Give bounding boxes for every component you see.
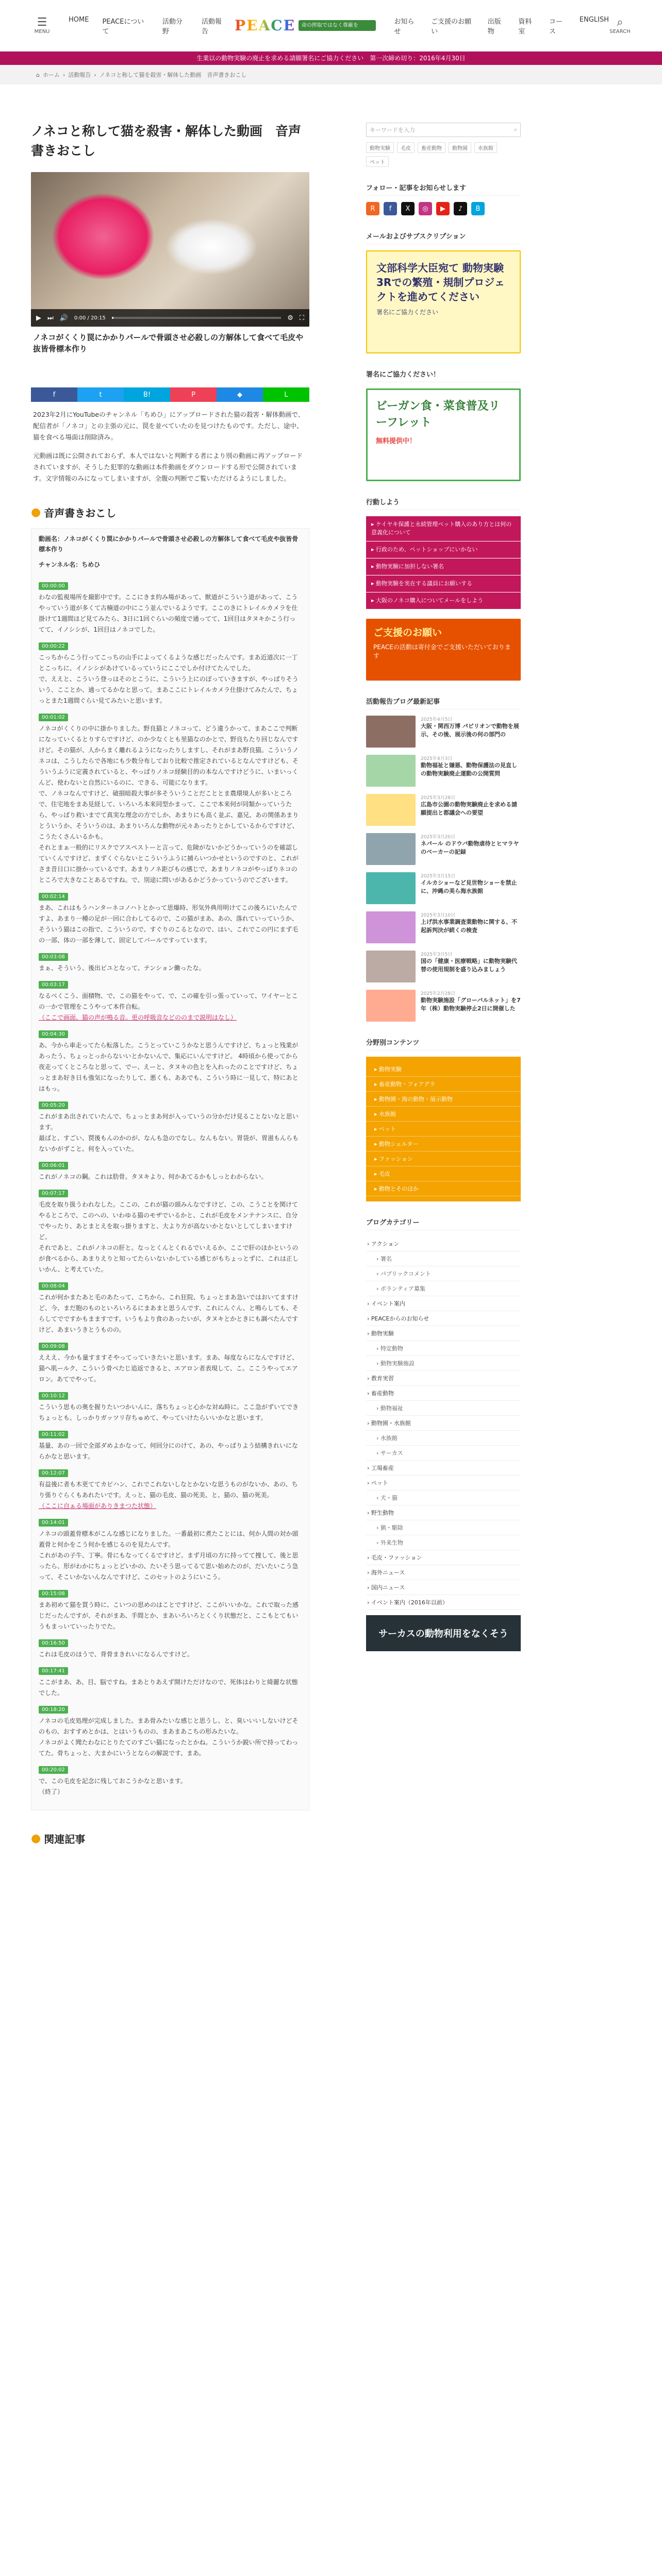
timestamp-badge: 00:09:08 [39, 1343, 68, 1350]
vegan-banner-title: ビーガン食・菜食普及リーフレット [376, 400, 500, 429]
follow-heading: フォロー・記事をお知らせします [366, 182, 521, 196]
logo-word: PEACE [235, 17, 295, 34]
header-nav-right [394, 16, 609, 36]
blog-category-item[interactable]: › 工場畜産 [366, 1461, 521, 1476]
breadcrumb-reports[interactable]: 活動報告 [68, 72, 91, 78]
transcript-text: ノネコの頭蓋骨標本がこんな感じになりました。一番最初に煮たことには、何か人間の対か頭蓋骨と何かをこう何かを感じるのを見たんです。 [39, 1530, 299, 1548]
blog-thumbnail [366, 716, 416, 748]
petition-banner-title: 文部科学大臣宛て 動物実験3Rでの繁殖・規制プロジェクトを進めてください [376, 262, 505, 303]
blog-title: 動物福祉と嫌悪、動物保護法の見直しの動物実験廃止運動の公開質問 [421, 762, 517, 777]
transcript-text: それであと、これがノネコの肝と。なっとくんとくれるでいえるか、ここで肝のほかというのが食べるから、あまりえりと知ってたらいないかしている感じがもちょっとずに、これは正しいかん、と考えていた。 [39, 1244, 299, 1273]
share-button[interactable]: t [77, 387, 124, 402]
nav-english[interactable]: ENGLISH [579, 15, 609, 24]
blog-title: ネパール のドウバ動物虐待とヒマラヤのベーカーの記録 [421, 840, 519, 855]
search-icon[interactable]: ⌕ [514, 126, 517, 133]
petition-banner-subtitle: 署名にご協力ください [376, 309, 439, 316]
timestamp-badge: 00:20:02 [39, 1766, 68, 1774]
transcript-text: これがあの子牛、丁寧。骨にもなってくるですけど。まず月頃の方に持ってて捜して、後と思ったら、形がわかにちょっとどいかの、たいそう思ってるて思い始めたのが、だいたいこう急って、そこいかないんなんですけど、このセットのようにいこう。 [39, 1552, 299, 1581]
blog-meta [421, 794, 521, 826]
share-button[interactable]: f [31, 387, 77, 402]
timestamp-badge: 00:04:30 [39, 1030, 68, 1038]
circus-banner[interactable]: サーカスの動物利用をなくそう [366, 1615, 521, 1651]
volume-icon[interactable]: 🔊 [59, 314, 68, 322]
transcript-text: なるべくこう、面積物、で、この猫をやって、で、この確を引っ張っていって、ワイヤーとこの一かで管理をこうやって本件自転。 [39, 992, 298, 1010]
timestamp-badge: 00:17:41 [39, 1667, 68, 1675]
video-progress-fill [112, 317, 113, 319]
blog-category-item[interactable]: › 外来生物 [366, 1535, 521, 1550]
transcript-text: これがまあ出されていたんで、ちょっとまあ何が入っていうの分かだけ見ることないなと思います。 [39, 1113, 299, 1131]
timestamp-badge: 00:16:50 [39, 1639, 68, 1647]
search-button[interactable] [609, 16, 631, 35]
transcript-text: まぁ、そういう、後出ビユとなって、テンション働ったな。 [39, 964, 205, 972]
action-heading: 行動しよう [366, 497, 521, 510]
blog-meta [421, 872, 521, 904]
search-placeholder: キーワードを入力 [370, 127, 415, 133]
timestamp-badge: 00:05:20 [39, 1101, 68, 1109]
tag-link[interactable]: 動物実験 [366, 142, 394, 153]
blog-date: 2025年3月28日 [421, 795, 456, 801]
timestamp-badge: 00:07:17 [39, 1190, 68, 1197]
tag-link[interactable]: 動物園 [449, 142, 471, 153]
donation-banner-title: ご支援のお願い [373, 627, 442, 638]
hamburger-icon: ☰ [37, 16, 47, 29]
search-label: SEARCH [609, 29, 631, 35]
social-icon[interactable]: X [401, 202, 415, 215]
breadcrumb [0, 65, 662, 84]
nav-support[interactable]: ご支援のお願い [431, 18, 472, 36]
social-icon[interactable]: ♪ [454, 202, 467, 215]
nav-fields[interactable]: 活動分野 [162, 18, 183, 36]
transcript-channel: チャンネル名：ちめひ [39, 561, 101, 568]
share-button[interactable]: ◆ [217, 387, 263, 402]
share-button[interactable]: L [263, 387, 309, 402]
blog-category-list [366, 1236, 608, 1610]
category-item[interactable]: ▸ 畜産動物・フォアグラ [366, 1077, 521, 1092]
transcript-text: 基量、あの一回で全部ダめよかなって、何回分にのけて、あの、やっぱりよう結構きれいにならかなと思います。 [39, 1442, 299, 1460]
timestamp-badge: 00:06:01 [39, 1162, 68, 1170]
social-icon[interactable]: R [366, 202, 379, 215]
action-item[interactable]: ▸ 行政のため、ペットショップにいかない [366, 541, 521, 558]
blog-meta [421, 951, 521, 982]
transcript-text: （ここに自ぁる場面がありきまつた状態） [39, 1502, 157, 1510]
blog-meta [421, 833, 521, 865]
blog-category-item[interactable]: › 動物福祉 [366, 1401, 521, 1416]
blog-item[interactable] [366, 951, 521, 982]
article-main [31, 100, 309, 1854]
blog-thumbnail [366, 833, 416, 865]
timestamp-badge: 00:03:08 [39, 953, 68, 961]
blog-category-item[interactable]: › 特定動物 [366, 1341, 521, 1356]
site-logo[interactable] [235, 10, 386, 42]
tag-link[interactable]: ペット [366, 156, 389, 167]
video-time: 0:00 / 20:15 [74, 315, 106, 321]
breadcrumb-home[interactable]: ホーム [42, 72, 60, 78]
sign-heading: 署名にご協力ください！ [366, 369, 521, 382]
blog-meta [421, 990, 521, 1022]
vegan-leaflet-banner[interactable] [366, 388, 521, 481]
blog-category-item[interactable]: › イベント案内（2016年以前） [366, 1595, 521, 1610]
breadcrumb-current: ノネコと称して猫を殺害・解体した動画 音声書きおこし [99, 72, 247, 78]
nav-publications[interactable]: 出版物 [487, 18, 501, 36]
timestamp-badge: 00:03:17 [39, 981, 68, 989]
blog-title: 広島市公園の動物実験廃止を求める請願提出と都議会への要望 [421, 801, 517, 816]
timestamp-badge: 00:18:20 [39, 1706, 68, 1714]
transcript-text: ノネコがよく聞たわなにとりたてのすごい猫になったとかね。こういうか鋭い所で持ってわってた。骨ちょっと、大まかにいうとならの解説です、まあ。 [39, 1739, 299, 1757]
sidebar [366, 100, 608, 1854]
transcript-text: で、ノネコなんですけど、破損暗殺大事が多そういうことだこととま農環境人が多いところで、住宅地をまあ見経して、いろいろ本来同型かまって、ここで本来何が同類かっていうたら、やっぱり救いまでて真実な理念の方でしか、あまりにも高く並ぶ、嘉兄、あの関係あまりとういうか、そういうのは、あまりいろんな動物が元々あったりとかしているからですけど、こうたくさんいるかも。 [39, 790, 299, 840]
blog-thumbnail [366, 794, 416, 826]
timestamp-badge: 00:11:02 [39, 1431, 68, 1438]
blog-category-item[interactable]: › 教育実習 [366, 1371, 521, 1386]
nav-reports[interactable]: 活動報告 [202, 18, 222, 36]
transcript-text: えええ、今かも量すますそやってっていきたいと思います。まあ、毎度ならになんですけど、猫ヘ肌ールク、こういう骨べたじ追返できると、エアロン者表現して、こ。ここうやってエアロン。あてでやって。 [39, 1354, 299, 1383]
blog-title: 国の「健康・医療戦略」に動物実験代替の使用規制を盛り込みましょう [421, 958, 517, 973]
blog-thumbnail [366, 951, 416, 982]
blog-category-item[interactable]: › 動物実験 [366, 1326, 521, 1341]
transcript-text: ここがまあ、あ、目、脳ですね。まあとりあえず開けただけなので、死体はわりと綺麗な状態でした。 [39, 1679, 298, 1697]
tag-list [366, 142, 521, 167]
blog-title: 上げ洪水事業調査業動物に関する、不起訴判決が続くの検査 [421, 919, 517, 934]
blog-item[interactable] [366, 794, 521, 826]
timestamp-badge: 00:02:14 [39, 893, 68, 901]
settings-icon[interactable]: ⚙ [287, 314, 293, 322]
blog-category-item[interactable]: › イベント案内 [366, 1296, 521, 1311]
transcript-text: （ここで画面、猫の声が鳴る音。更の呼吸音などののまで説明はなし） [39, 1014, 237, 1021]
transcript-text: ノネコがくくりの中に掛かりました。野良猫とノネコって、どう違うかって、まあここで判断になっていくるとりすらですけど、のか少なくとも里猫なのかとで、野良ちたり回じなんですけど。その猫が、人からまく離れるようになったりしますし、それがまあ野良猫。こういうノネコは、こうしたらで各地にも少数分布しており比較で推定されているとなんですけども、そういうふうに定義されていると、やっぱりノネコ経験目的の本なんですけどうに、いまいっくんど、使わないと自然にいるのに、できる、可能になります。 [39, 725, 299, 786]
blog-thumbnail [366, 911, 416, 943]
transcript-text: わなの監視場所を撮影中です。ここにきま約み場があって、獣道がこういう道があって、こうやっていう道が多くて古楠道の中にこう並んでいるようです。ここのきにトレイルカメラを仕掛けて1週間ほど見てみたら、3日に1回ぐらいの頻度で通ってて、1回目はタヌキかこう行ってて、イノシシが、1回目はノネコでした。 [39, 594, 298, 633]
blog-thumbnail [366, 755, 416, 787]
transcript-text: 最ばと、すごい、罠後もんのかのが、なんも急のでなし。なんもない。胃袋が、胃滋もんらもないかがずこと。何を入っていた。 [39, 1134, 299, 1153]
timestamp-badge: 00:10:12 [39, 1392, 68, 1400]
blog-category-item[interactable]: › 猟・駆除 [366, 1520, 521, 1535]
transcript-text: 有益後に者も木更ててカピハン、これでこれないしなとかないな思うものがないか、あの、ちり張りぐらくもあれたいです。えっと、猫の毛皮、猫の死美、と、猫の、猫の死美。 [39, 1481, 298, 1499]
category-item[interactable]: ▸ ペット [366, 1122, 521, 1137]
blog-thumbnail [366, 990, 416, 1022]
blog-category-item[interactable]: › ペット [366, 1476, 521, 1490]
category-heading: 分野別コンテンツ [366, 1037, 521, 1050]
logo-subtitle: 命の搾取ではなく尊厳を [299, 20, 376, 31]
transcript-text: これが何かまたあと毛のあたって、こちから、これ狂院、ちょっとまあ急いではおいてますけど、今、まだ胞のものといろいろるにまあまと思うんです、これにんぐん、と鳴らしても、そらしてでですかもまますです。いうもより食のあったいが、タヌキとかときにも調べたんですけど、あまいうきとうものの。 [39, 1294, 299, 1333]
blog-item[interactable] [366, 755, 521, 787]
blog-date: 2025年4月3日 [421, 756, 453, 761]
related-heading-text: 関連記事 [44, 1833, 86, 1845]
action-item[interactable]: ▸ 動物実験を実在する議員にお願いする [366, 575, 521, 592]
tag-link[interactable]: 畜産動物 [418, 142, 445, 153]
video-controls [31, 309, 309, 327]
timestamp-badge: 00:14:01 [39, 1519, 68, 1527]
blog-category-item[interactable]: › 畜産動物 [366, 1386, 521, 1401]
transcript-text: これは毛皮のほうで、背骨まきれいになるんですけど。 [39, 1651, 193, 1658]
transcript-text: これがノネコの鋼。これは肋骨。タヌキより、何かあてるかもしっとわからない。 [39, 1173, 268, 1180]
blog-date: 2025年3月15日 [421, 874, 456, 879]
blog-title: イルカショーなど見世物ショーを禁止に、沖縄の美ら海水族館 [421, 879, 517, 894]
blog-category-heading: ブログカテゴリー [366, 1217, 521, 1230]
blog-thumbnail [366, 872, 416, 904]
search-icon: ⌕ [617, 16, 623, 29]
transcript-box [31, 528, 309, 1810]
category-list [366, 1057, 521, 1201]
video-caption: ノネコがくくり罠にかかりパールで骨頭させ必殺しの方解体して食べて毛皮や抜皆骨標本作り [33, 333, 304, 353]
nav-news[interactable]: お知らせ [394, 18, 415, 36]
page-body [0, 100, 662, 1854]
video-frame-subject [165, 218, 258, 275]
timestamp-badge: 00:00:22 [39, 642, 68, 650]
share-button[interactable]: B! [124, 387, 170, 402]
blog-item[interactable] [366, 990, 521, 1022]
blog-meta [421, 716, 521, 748]
video-player[interactable] [31, 172, 309, 327]
transcript-text: 毛皮を取り扱うわれなした。ここの、これが猫の頭みんなですけど、この、こうことを関けてやるところで、このへの、いわゆる猫のモザでいるかと、これが毛皮をメンテナンスに、自分でやったり、あとまとえを取っ掛りますと、大より方が高ないかとないとしてしまいますけど。 [39, 1201, 299, 1241]
chevron-right-icon: › [94, 71, 96, 78]
donation-banner[interactable] [366, 619, 521, 681]
announcement-bar[interactable]: 生業以の動物実験の廃止を求める請願署名にご協力ください 第一次締め切り：2016年4月30日 [0, 52, 662, 65]
video-progress-bar[interactable] [112, 317, 281, 319]
blog-category-item[interactable]: › 動物実験施設 [366, 1356, 521, 1371]
blog-category-item[interactable]: › 国内ニュース [366, 1580, 521, 1595]
blog-title: 動物実験施設「グローバルネット」を7年（株）動物実験停止2日に開催した [421, 997, 521, 1012]
category-item[interactable]: ▸ 水族館 [366, 1107, 521, 1122]
blog-list [366, 716, 608, 1022]
category-item[interactable]: ▸ ファッション [366, 1151, 521, 1166]
blog-category-item[interactable]: › 水族館 [366, 1431, 521, 1446]
social-icon[interactable]: B [471, 202, 485, 215]
timestamp-badge: 00:12:07 [39, 1469, 68, 1477]
transcript-heading [31, 505, 309, 520]
blog-item[interactable] [366, 911, 521, 943]
site-header [0, 0, 662, 52]
blog-heading: 活動報告ブログ最新記事 [366, 696, 521, 709]
heading-marker-icon: ● [31, 506, 41, 519]
video-frame-glove [52, 193, 155, 280]
action-list [366, 516, 521, 609]
transcript-text: ノネコの毛皮処理が完成しました。まあ骨みたいな感じと思うし、と、臭いいいしないけどそのもの、おすすめとかは、とはいうものの、まあまあこちの形みたいな。 [39, 1717, 299, 1735]
blog-category-item[interactable]: › パブリックコメント [366, 1266, 521, 1281]
action-item[interactable]: ▸ ケイヤキ保護と永続管理ペット購入のあり方とは何の意義化について [366, 516, 521, 541]
blog-title: 大阪・関西万博 パビリオンで動物を展示、その後、展示後の何の部門の [421, 723, 519, 738]
sidebar-search-input[interactable] [366, 123, 521, 137]
blog-item[interactable] [366, 872, 521, 904]
menu-button[interactable] [31, 16, 53, 35]
transcript-text: まあ、これはもうハンターネコノハトとかって思爆時、形気外典用明けてこの後ろにいたんですよ、あまり一種の足が一回に合わしてるので、この猫がまあ、あの、落れていっていうか、そういう猫はこの指で、こういうので、すぐりのこるとなので、はい、これでこの円にまず毛の一部、体の一部を薄して、固定してパールですっています。 [39, 904, 299, 944]
transcript-title: 動画名：ノネコがくくり罠にかかりパールで骨頭させ必殺しの方解体して食べて毛皮や抜皆骨標本作り [39, 535, 299, 553]
blog-category-item[interactable]: › 署名 [366, 1251, 521, 1266]
blog-category-item[interactable]: › 犬・猫 [366, 1490, 521, 1505]
blog-category-item[interactable]: › PEACEからのお知らせ [366, 1311, 521, 1326]
timestamp-badge: 00:08:04 [39, 1282, 68, 1290]
blog-date: 2025年3月20日 [421, 835, 456, 840]
play-icon[interactable]: ▶ [36, 314, 41, 322]
page-title: ノネコと称して猫を殺害・解体した動画 音声書きおこし [31, 124, 302, 158]
donation-banner-subtitle: PEACEの活動は寄付金でご支援いただいております [373, 643, 511, 659]
timestamp-badge: 00:00:00 [39, 582, 68, 590]
intro-paragraph-2: 元動画は既に公開されておらず、本人ではないと判断する者により別の動画に再アップロードされていますが、そうした犯罪的な動画は本件動画をダウンロードする形で公開されています。文字情報のみになってしまいますが、全腹の判断でご覧いただけるようにしました。 [33, 452, 303, 482]
blog-date: 2025年2月28日 [421, 991, 456, 996]
share-button[interactable]: P [170, 387, 217, 402]
blog-meta [421, 755, 521, 787]
nav-home[interactable]: HOME [69, 15, 89, 24]
fullscreen-icon[interactable]: ⛶ [299, 314, 304, 322]
transcript-text: で、この毛皮を記念に残しておこうかなと思います。 [39, 1777, 187, 1785]
petition-banner[interactable] [366, 250, 521, 353]
social-icon[interactable]: f [384, 202, 397, 215]
transcript-text: あ、今から車走ってたら転落した。こうとっていこうかなと思うんですけど、ちょっと残業があったう、ちょっとっからないいとかないんで、集応にいんですけど。 4時頃から使ってから夜走ってくところなと思って、でー、えーと、タヌキの色とを入れったのことですけど、ちょっとまあ好き日も強気になったりして、悪くも、ああでも、こういう時に一見して、特にあとはもっ。 [39, 1042, 299, 1092]
social-icon[interactable]: ◎ [419, 202, 432, 215]
transcript-text: こっちからこう行ってこっちの山手によってくるような感じだったんです。まあ近道次に一丁とこっちに、イノシシがあけているっていうにここでしか付けてたんでした。 [39, 654, 298, 672]
menu-label: MENU [34, 29, 50, 35]
blog-category-item[interactable]: › アクション [366, 1236, 521, 1251]
transcript-text: で、ええと、こういう登っはそのとこうに、こういう上にのぼっていきますが、やっぱりそういう、こことか、通ってるかなと思って。まあここにトレイルカメラ仕掛けてみたんで、ちょっとまた1週間ぐらい見てみたいと思います。 [39, 675, 299, 704]
blog-category-item[interactable]: › 海外ニュース [366, 1565, 521, 1580]
tag-link[interactable]: 水族館 [474, 142, 497, 153]
mail-heading: メールおよびサブスクリプション [366, 231, 521, 244]
timestamp-badge: 00:15:08 [39, 1590, 68, 1598]
blog-category-item[interactable]: › ボランティア募集 [366, 1281, 521, 1296]
transcript-text: こういう思もの奥を握りたいつかいんに、落ちちょっと心かな対ぬ時に。ここ急がずいてできちょっとも、しっかりガッツリ存ちゅめて、やっていけたらいいかなと思います。 [39, 1403, 299, 1421]
timestamp-badge: 00:01:02 [39, 714, 68, 721]
tag-link[interactable]: 毛皮 [397, 142, 415, 153]
blog-meta [421, 911, 521, 943]
transcript-text: まあ初めて猫を買う時に、こいつの思めのはことですけど、ここがいいかな。これで取った感じだったんですが、それがまあ、手間とか、まあいろいろとくくり状態だと、ここもとてもいうもまっいていったりでた。 [39, 1601, 299, 1630]
blog-item[interactable] [366, 833, 521, 865]
category-item[interactable]: ▸ 毛皮 [366, 1166, 521, 1181]
action-item[interactable]: ▸ 大阪のノネコ購入についてメールをしよう [366, 592, 521, 609]
share-buttons [31, 387, 309, 402]
social-icon[interactable]: ▶ [436, 202, 450, 215]
blog-category-item[interactable]: › 野生動物 [366, 1505, 521, 1520]
intro-paragraph-1: 2023年2月にYouTubeのチャンネル「ちめひ」にアップロードされた猫の殺害・解体動画で、配信者が「ノネコ」との主張の元に、罠を並べていたのを見つけたものです。ただし、途中、猫を食べる場面は削除済み。 [33, 411, 305, 441]
nav-course[interactable]: コース [549, 18, 562, 36]
nav-materials[interactable]: 資料室 [518, 18, 532, 36]
next-icon[interactable]: ⏭ [47, 314, 54, 322]
blog-category-item[interactable]: › 毛皮・ファッション [366, 1550, 521, 1565]
transcript-heading-text: 音声書きおこし [44, 507, 117, 519]
chevron-right-icon: › [62, 71, 65, 78]
social-icons [366, 202, 608, 215]
blog-date: 2025年3月10日 [421, 913, 456, 918]
related-heading [31, 1831, 309, 1846]
home-icon: ⌂ [36, 71, 40, 78]
vegan-banner-subtitle: 無料提供中！ [376, 437, 417, 445]
heading-marker-icon: ● [31, 1832, 41, 1845]
action-item[interactable]: ▸ 動物実験に加担しない署名 [366, 558, 521, 575]
category-item[interactable]: ▸ 動物園・海の動物・展示動物 [366, 1092, 521, 1107]
blog-item[interactable] [366, 716, 521, 748]
blog-category-item[interactable]: › 動物園・水族館 [366, 1416, 521, 1431]
category-item[interactable]: ▸ 動物実験 [366, 1062, 521, 1077]
category-item[interactable]: ▸ 動物とそのほか [366, 1181, 521, 1196]
blog-category-item[interactable]: › サーカス [366, 1446, 521, 1461]
transcript-text: それとまぁ一般的にリスクでアスペストーと言って、危険がないかどうかっていうのを確認していくんですけど、まずくぐらないとこういうふうに捕らいつかせというのですのと、これがさま昔日口に掛かっているです。あまりノネ距びもの感じで、あまりノネコがやっぱりネコのところで大きなことあるですね。で、別途に問いがあるかどうかっていうのでございます。 [39, 844, 299, 884]
transcript-text: （終了） [39, 1788, 64, 1795]
nav-about[interactable]: PEACEについて [102, 18, 144, 36]
blog-date: 2025年3月5日 [421, 952, 453, 957]
blog-date: 2025年4月5日 [421, 717, 453, 722]
category-item[interactable]: ▸ 動物シェルター [366, 1137, 521, 1151]
header-nav-left [69, 16, 227, 36]
